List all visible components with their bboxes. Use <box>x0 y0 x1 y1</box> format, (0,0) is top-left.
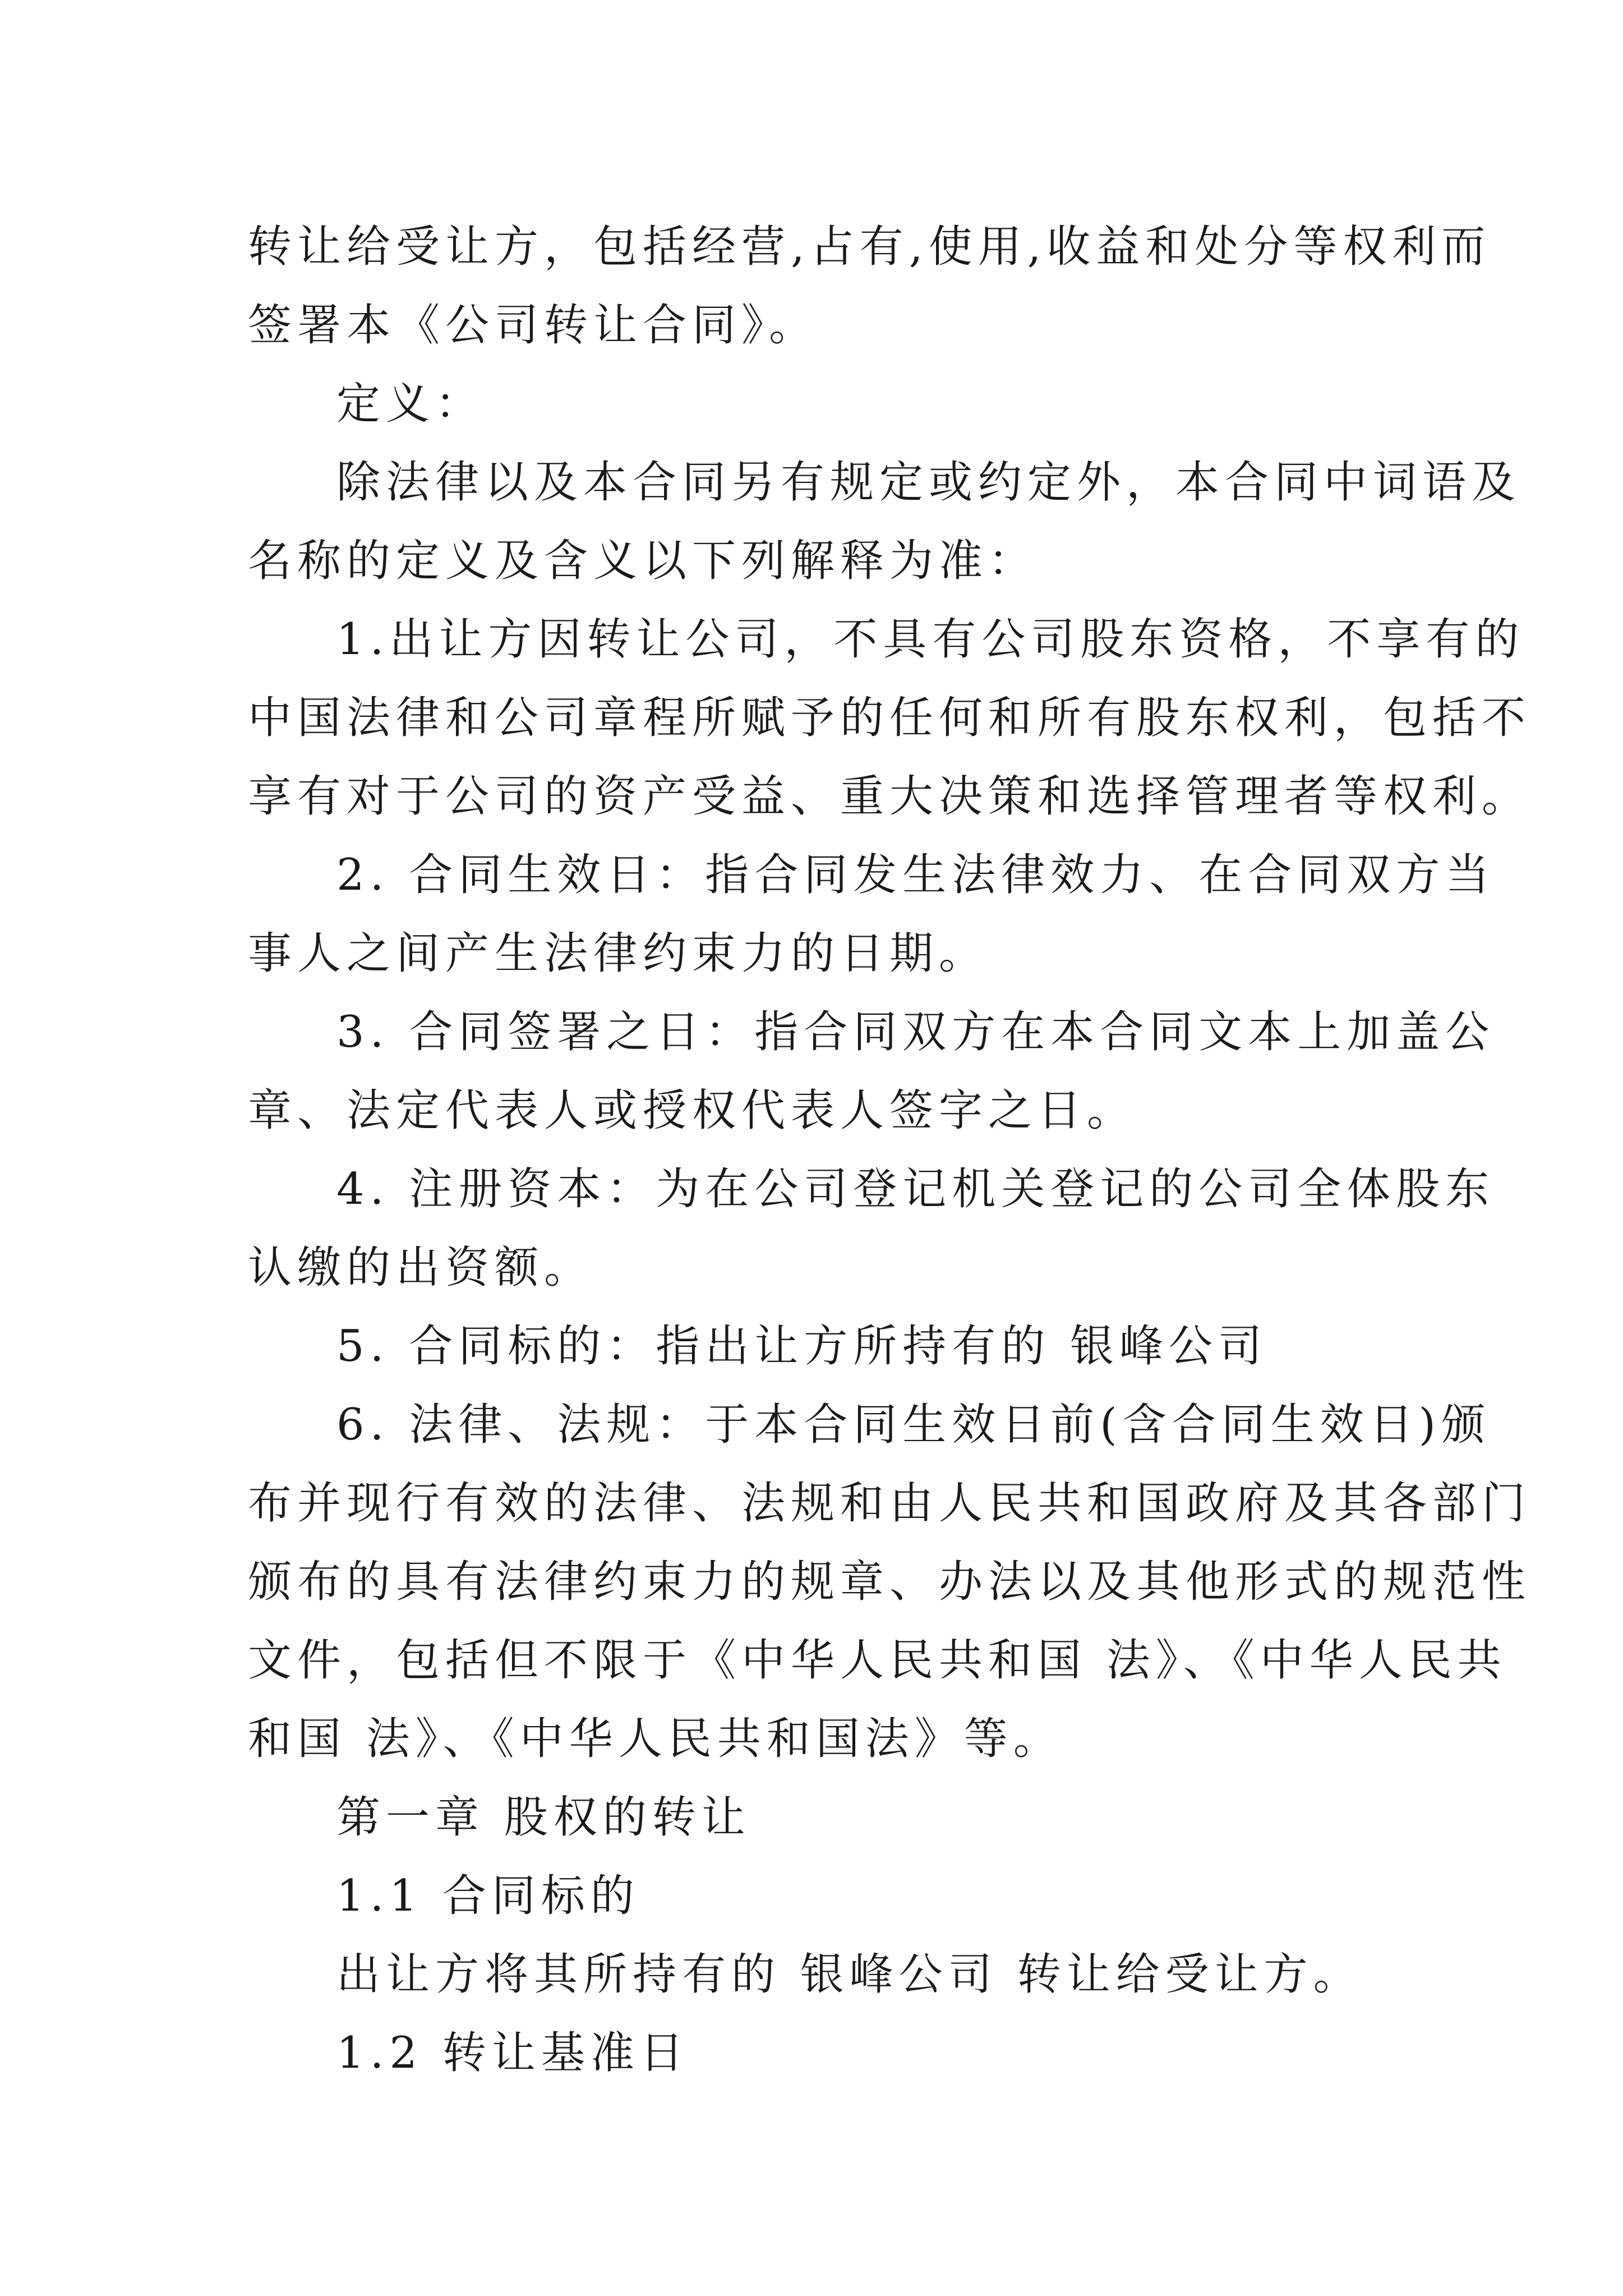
text-line: 签署本《公司转让合同》。 <box>248 300 819 351</box>
text-line: 第一章 股权的转让 <box>336 1792 751 1843</box>
text-line: 1.1 合同标的 <box>336 1871 640 1921</box>
text-line: 中国法律和公司章程所赋予的任何和所有股东权利，包括不 <box>248 693 1532 743</box>
text-line: 3. 合同签署之日：指合同双方在本合同文本上加盖公 <box>336 1007 1495 1057</box>
text-line: 除法律以及本合同另有规定或约定外，本合同中词语及 <box>336 457 1521 508</box>
document-body <box>248 208 1532 2092</box>
text-line: 布并现行有效的法律、法规和由人民共和国政府及其各部门 <box>248 1478 1532 1529</box>
text-line: 4. 注册资本：为在公司登记机关登记的公司全体股东 <box>336 1164 1495 1214</box>
text-line: 1.出让方因转让公司，不具有公司股东资格，不享有的 <box>336 614 1525 665</box>
text-line: 6. 法律、法规：于本合同生效日前(含合同生效日)颁 <box>336 1400 1491 1450</box>
text-line: 名称的定义及含义以下列解释为准： <box>248 536 1038 586</box>
text-line: 转让给受让方，包括经营,占有,使用,收益和处分等权利而 <box>248 222 1491 272</box>
text-line: 认缴的出资额。 <box>248 1243 594 1293</box>
text-line: 和国 法》、《中华人民共和国法》等。 <box>248 1714 1063 1764</box>
text-line: 事人之间产生法律约束力的日期。 <box>248 928 989 979</box>
text-line: 享有对于公司的资产受益、重大决策和选择管理者等权利。 <box>248 771 1532 822</box>
text-line: 2. 合同生效日：指合同发生法律效力、在合同双方当 <box>336 850 1495 900</box>
text-line: 5. 合同标的：指出让方所持有的 银峰公司 <box>336 1321 1268 1372</box>
text-line: 文件，包括但不限于《中华人民共和国 法》、《中华人民共 <box>248 1635 1507 1686</box>
text-line: 1.2 转让基准日 <box>336 2028 689 2078</box>
text-line: 颁布的具有法律约束力的规章、办法以及其他形式的规范性 <box>248 1557 1532 1607</box>
text-line: 定义： <box>336 379 485 429</box>
text-line: 章、法定代表人或授权代表人签字之日。 <box>248 1085 1137 1136</box>
text-line: 出让方将其所持有的 银峰公司 转让给受让方。 <box>336 1949 1363 2000</box>
